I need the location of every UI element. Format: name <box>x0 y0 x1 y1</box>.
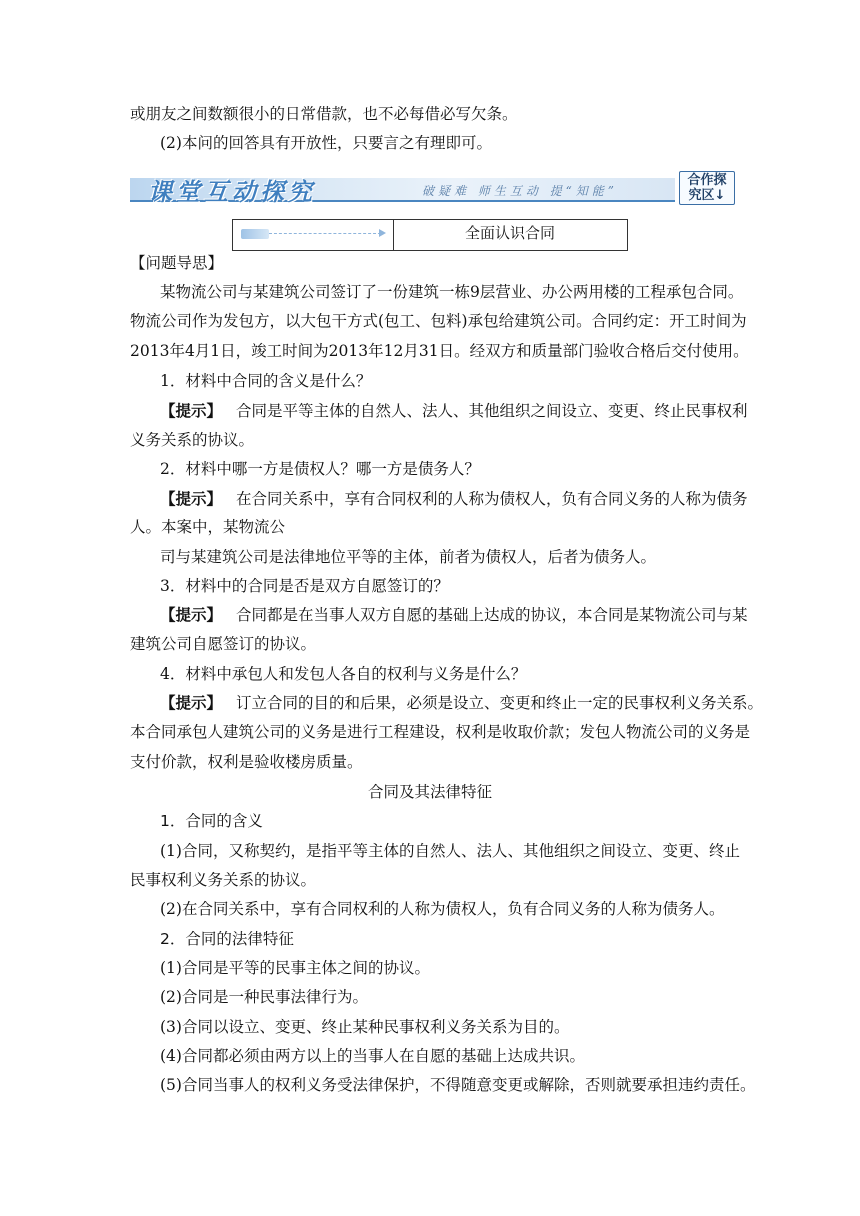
material-line-3: 2013年4月1日，竣工时间为2013年12月31日。经双方和质量部门验收合格后交付使用。 <box>130 342 749 360</box>
answer-3-text: 合同都是在当事人双方自愿的基础上达成的协议，本合同是某物流公司与某 <box>236 606 748 624</box>
question-3: 3．材料中的合同是否是双方自愿签订的？ <box>160 577 449 595</box>
badge-line-1: 合作探 <box>687 173 727 188</box>
answer-2-line-2: 人。本案中，某物流公 <box>130 518 286 536</box>
arrowhead-icon <box>379 229 386 237</box>
topic-marker <box>233 220 394 250</box>
answer-4-text: 订立合同的目的和后果，必须是设立、变更和终止一定的民事权利义务关系。 <box>236 694 764 712</box>
material-line-1: 某物流公司与某建筑公司签订了一份建筑一栋9层营业、办公两用楼的工程承包合同。 <box>160 283 744 301</box>
section-2-item-4: (4)合同都必须由两方以上的当事人在自愿的基础上达成共识。 <box>160 1047 585 1065</box>
section-2-item-3: (3)合同以设立、变更、终止某种民事权利义务关系为目的。 <box>160 1018 570 1036</box>
answer-3-line-1 <box>160 604 760 626</box>
question-2: 2．材料中哪一方是债权人？哪一方是债务人？ <box>160 460 480 478</box>
answer-4-line-2: 本合同承包人建筑公司的义务是进行工程建设，权利是收取价款；发包人物流公司的义务是 <box>130 723 751 741</box>
section-2-item-2: (2)合同是一种民事法律行为。 <box>160 988 368 1006</box>
tip-label: 【提示】 <box>160 606 223 624</box>
section-2-item-1: (1)合同是平等的民事主体之间的协议。 <box>160 959 430 977</box>
answer-4-line-1 <box>160 692 764 714</box>
dashed-arrow-icon <box>269 233 381 234</box>
answer-2-line-3: 司与某建筑公司是法律地位平等的主体，前者为债权人，后者为债务人。 <box>160 548 657 566</box>
section-2-item-5: (5)合同当事人的权利义务受法律保护，不得随意变更或解除，否则就要承担违约责任。 <box>160 1076 756 1094</box>
tip-label: 【提示】 <box>160 490 223 508</box>
section-1-para-1-line-2: 民事权利义务关系的协议。 <box>130 871 317 889</box>
answer-1-text: 合同是平等主体的自然人、法人、其他组织之间设立、变更、终止民事权利 <box>236 402 748 420</box>
intro-line-2: (2)本问的回答具有开放性，只要言之有理即可。 <box>160 134 492 152</box>
badge-line-2: 究区↓ <box>688 188 726 203</box>
tip-label: 【提示】 <box>160 402 223 420</box>
summary-heading: 合同及其法律特征 <box>367 783 492 801</box>
section-banner <box>130 170 735 206</box>
tip-label: 【提示】 <box>160 694 223 712</box>
banner-subtitle: 破疑难 师生互动 提“知能” <box>422 184 618 198</box>
cooperation-badge <box>679 171 735 205</box>
section-2-title: 2．合同的法律特征 <box>160 930 294 948</box>
section-1-title: 1．合同的含义 <box>160 812 263 830</box>
section-1-para-1-line-1: (1)合同，又称契约，是指平等主体的自然人、法人、其他组织之间设立、变更、终止 <box>160 842 740 860</box>
section-1-para-2: (2)在合同关系中，享有合同权利的人称为债权人，负有合同义务的人称为债务人。 <box>160 900 725 918</box>
answer-3-line-2: 建筑公司自愿签订的协议。 <box>130 635 317 653</box>
question-1: 1．材料中合同的含义是什么？ <box>160 372 372 390</box>
topic-title: 全面认识合同 <box>464 224 555 242</box>
answer-1-line-2: 义务关系的协议。 <box>130 431 255 449</box>
material-line-2: 物流公司作为发包方，以大包干方式(包工、包料)承包给建筑公司。合同约定：开工时间为 <box>130 312 747 330</box>
banner-title: 课堂互动探究 <box>148 177 316 206</box>
tag-icon <box>241 229 269 239</box>
question-4: 4．材料中承包人和发包人各自的权利与义务是什么？ <box>160 665 527 683</box>
answer-4-line-3: 支付价款，权利是验收楼房质量。 <box>130 753 363 771</box>
intro-line-1: 或朋友之间数额很小的日常借款，也不必每借必写欠条。 <box>130 105 518 123</box>
answer-1-line-1 <box>160 400 760 422</box>
answer-2-line-1 <box>160 488 760 510</box>
answer-2-text: 在合同关系中，享有合同权利的人称为债权人，负有合同义务的人称为债务 <box>236 490 748 508</box>
topic-box <box>232 219 628 251</box>
guide-heading: 【问题导思】 <box>130 254 224 272</box>
